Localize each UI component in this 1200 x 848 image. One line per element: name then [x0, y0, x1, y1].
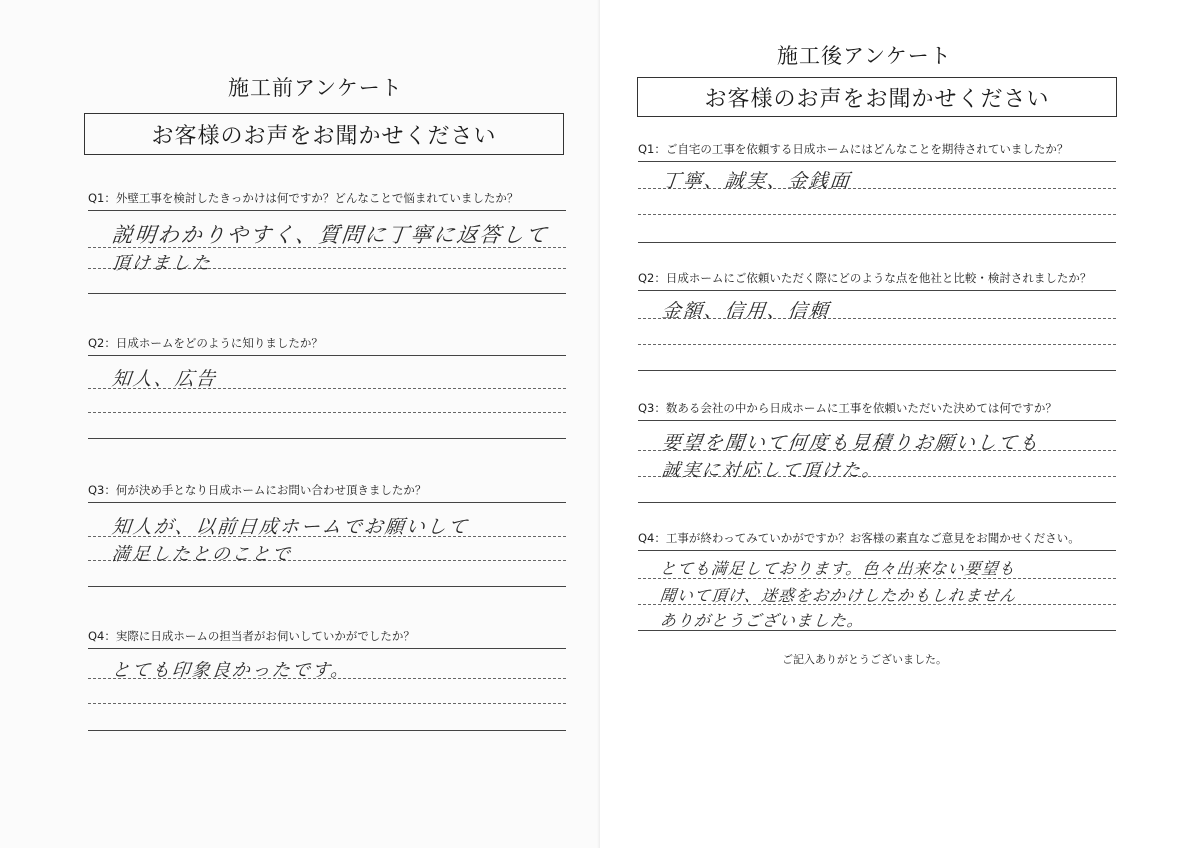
banner-after: お客様のお声をお聞かせください — [637, 77, 1117, 117]
rule-line — [638, 290, 1116, 291]
rule-line — [638, 370, 1116, 371]
answer-line — [88, 703, 566, 704]
rule-line — [88, 730, 566, 731]
rule-line — [88, 210, 566, 211]
rule-line — [88, 586, 566, 587]
rule-line — [638, 420, 1116, 421]
answer-q4-line2-after: 聞いて頂け、迷惑をおかけしたかもしれません — [658, 586, 1018, 605]
page-title-before: 施工前アンケート — [228, 76, 403, 100]
answer-q3-line2-before: 満足したとのことで — [110, 544, 293, 565]
question-q2-after: Q2：日成ホームにご依頼いただく際にどのような点を他社と比較・検討されましたか？ — [638, 271, 1092, 285]
question-q1-after: Q1：ご自宅の工事を依頼する日成ホームにはどんなことを期待されていましたか？ — [638, 142, 1069, 156]
survey-page-after — [600, 0, 1200, 848]
thank-you-footer: ご記入ありがとうございました。 — [782, 653, 947, 666]
rule-line — [88, 648, 566, 649]
answer-line — [88, 412, 566, 413]
answer-q3-line1-before: 知人が、以前日成ホームでお願いして — [110, 516, 471, 538]
rule-line — [88, 355, 566, 356]
question-q1-before: Q1：外壁工事を検討したきっかけは何ですか？どんなことで悩まれていましたか？ — [88, 191, 519, 205]
answer-q4-line3-after: ありがとうございました。 — [658, 611, 865, 630]
answer-q1-line1-before: 説明わかりやすく、質問に丁寧に返答して — [110, 223, 550, 247]
rule-line — [638, 242, 1116, 243]
answer-q1-line2-before: 頂けました — [110, 253, 213, 274]
question-q4-after: Q4：工事が終わってみていかがですか？お客様の素直なご意見をお聞かせください。 — [638, 531, 1080, 545]
rule-line — [88, 502, 566, 503]
answer-q2-line1-before: 知人、広告 — [110, 368, 219, 390]
answer-q3-line2-after: 誠実に対応して頂けた。 — [660, 460, 883, 481]
question-q2-before: Q2：日成ホームをどのように知りましたか？ — [88, 336, 323, 350]
rule-line — [638, 550, 1116, 551]
question-q3-after: Q3：数ある会社の中から日成ホームに工事を依頼いただいた決めては何ですか？ — [638, 401, 1057, 415]
answer-line — [638, 344, 1116, 345]
question-q4-before: Q4：実際に日成ホームの担当者がお伺いしていかがでしたか？ — [88, 629, 415, 643]
answer-q1-line1-after: 丁寧、誠実、金銭面 — [660, 170, 853, 192]
banner-before: お客様のお声をお聞かせください — [84, 113, 564, 155]
answer-q3-line1-after: 要望を聞いて何度も見積りお願いしても — [660, 432, 1042, 454]
rule-line — [88, 438, 566, 439]
rule-line — [638, 161, 1116, 162]
rule-line — [88, 293, 566, 294]
answer-q2-line1-after: 金額、信用、信頼 — [660, 300, 832, 322]
answer-line — [638, 214, 1116, 215]
question-q3-before: Q3：何が決め手となり日成ホームにお問い合わせ頂きましたか？ — [88, 483, 427, 497]
answer-q4-line1-before: とても印象良かったです。 — [110, 660, 352, 681]
page-title-after: 施工後アンケート — [777, 44, 952, 68]
rule-line — [638, 502, 1116, 503]
answer-q4-line1-after: とても満足しております。色々出来ない要望も — [658, 559, 1017, 578]
